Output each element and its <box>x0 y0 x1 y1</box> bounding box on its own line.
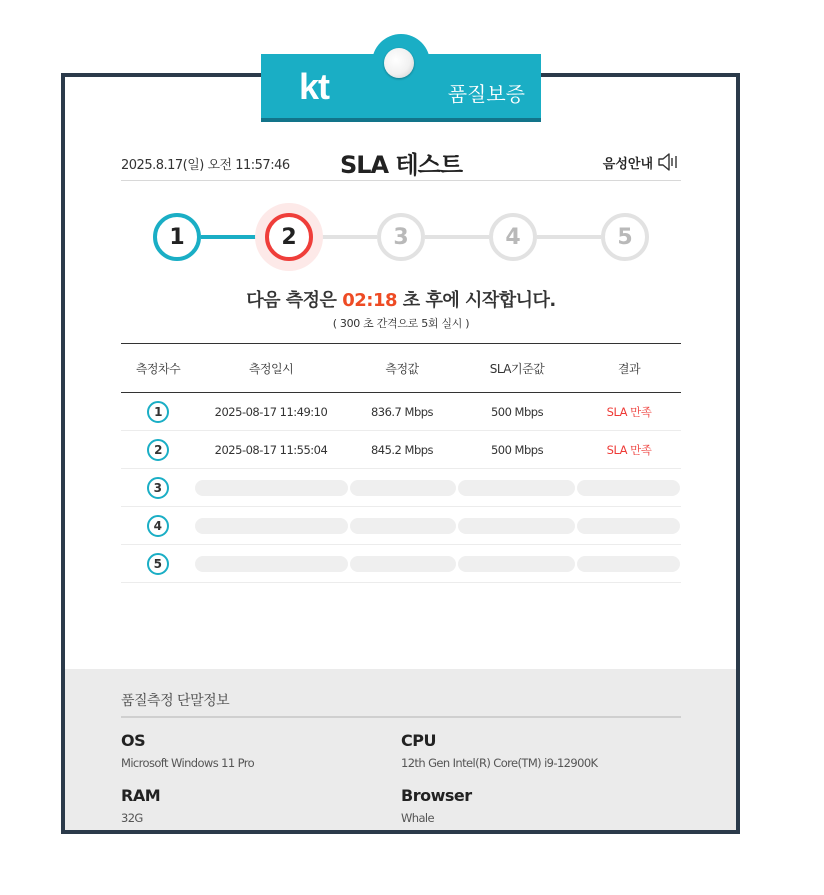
result-cell: SLA 만족 <box>606 442 652 457</box>
countdown-timer: 02:18 <box>342 290 398 311</box>
round-cell <box>121 477 194 499</box>
step-connector <box>425 235 489 239</box>
pending-placeholder <box>577 480 680 496</box>
os-value: Microsoft Windows 11 Pro <box>121 756 255 770</box>
round-badge: 4 <box>147 515 169 537</box>
value-cell: 845.2 Mbps <box>370 442 434 457</box>
table-row <box>121 507 681 545</box>
col-value: 측정값 <box>385 361 419 376</box>
step-progress <box>121 196 681 276</box>
browser-value: Whale <box>401 811 434 825</box>
ram-value: 32G <box>121 811 143 825</box>
current-datetime: 2025.8.17(일) 오전 11:57:46 <box>121 158 290 173</box>
round-badge: 1 <box>147 401 169 423</box>
step-2: 2 <box>265 213 313 261</box>
table-row <box>121 393 681 431</box>
tab-knob-icon <box>384 48 414 78</box>
pending-placeholder <box>577 556 680 572</box>
os-info <box>121 731 254 770</box>
header-tab <box>261 52 541 122</box>
step-1: 1 <box>153 213 201 261</box>
browser-label: Browser <box>401 786 472 805</box>
round-cell <box>121 553 194 575</box>
round-badge: 2 <box>147 439 169 461</box>
message-prefix: 다음 측정은 <box>246 290 337 311</box>
browser-info <box>401 786 472 825</box>
pending-placeholder <box>350 480 457 496</box>
table-body <box>121 393 681 583</box>
value-cell: 836.7 Mbps <box>370 404 434 419</box>
sla-cell: 500 Mbps <box>490 404 544 419</box>
pending-placeholder <box>458 556 575 572</box>
datetime-cell: 2025-08-17 11:49:10 <box>214 404 328 419</box>
table-header <box>121 344 681 393</box>
col-round: 측정차수 <box>135 361 181 376</box>
round-cell <box>121 515 194 537</box>
pending-placeholder <box>577 518 680 534</box>
voice-guide-button[interactable] <box>603 152 681 172</box>
round-badge: 3 <box>147 477 169 499</box>
table-row <box>121 431 681 469</box>
tab-underline <box>261 118 541 122</box>
next-measurement-message <box>121 286 681 312</box>
kt-logo: kt <box>299 66 330 107</box>
step-connector <box>201 235 265 239</box>
step-connector <box>313 235 377 239</box>
round-badge: 5 <box>147 553 169 575</box>
table-row <box>121 545 681 583</box>
step-4: 4 <box>489 213 537 261</box>
voice-guide-label: 음성안내 <box>602 156 653 172</box>
results-table <box>121 343 681 583</box>
sla-cell: 500 Mbps <box>490 442 544 457</box>
step-5: 5 <box>601 213 649 261</box>
round-cell <box>121 439 195 461</box>
col-datetime: 측정일시 <box>248 361 294 376</box>
col-sla: SLA기준값 <box>489 361 545 376</box>
step-connector <box>537 235 601 239</box>
step-3: 3 <box>377 213 425 261</box>
device-info-title: 품질측정 단말정보 <box>121 690 681 718</box>
col-result: 결과 <box>617 361 641 376</box>
interval-note: ( 300 초 간격으로 5회 실시 ) <box>332 317 470 330</box>
result-cell: SLA 만족 <box>606 404 652 419</box>
ram-info <box>121 786 160 825</box>
header-title: 품질보증 <box>447 82 525 106</box>
pending-placeholder <box>195 480 347 496</box>
pending-placeholder <box>195 518 347 534</box>
table-row <box>121 469 681 507</box>
pending-placeholder <box>350 518 457 534</box>
top-bar <box>121 144 681 181</box>
cpu-label: CPU <box>401 731 436 750</box>
speaker-icon <box>657 152 681 172</box>
pending-placeholder <box>458 518 575 534</box>
pending-placeholder <box>195 556 347 572</box>
pending-placeholder <box>458 480 575 496</box>
page-title: SLA 테스트 <box>339 151 463 179</box>
device-info-panel <box>65 669 736 830</box>
os-label: OS <box>121 731 146 750</box>
ram-label: RAM <box>121 786 161 805</box>
cpu-value: 12th Gen Intel(R) Core(TM) i9-12900K <box>401 756 598 770</box>
pending-placeholder <box>350 556 457 572</box>
cpu-info <box>401 731 597 770</box>
datetime-cell: 2025-08-17 11:55:04 <box>214 442 328 457</box>
message-suffix: 초 후에 시작합니다. <box>402 290 556 311</box>
round-cell <box>121 401 195 423</box>
